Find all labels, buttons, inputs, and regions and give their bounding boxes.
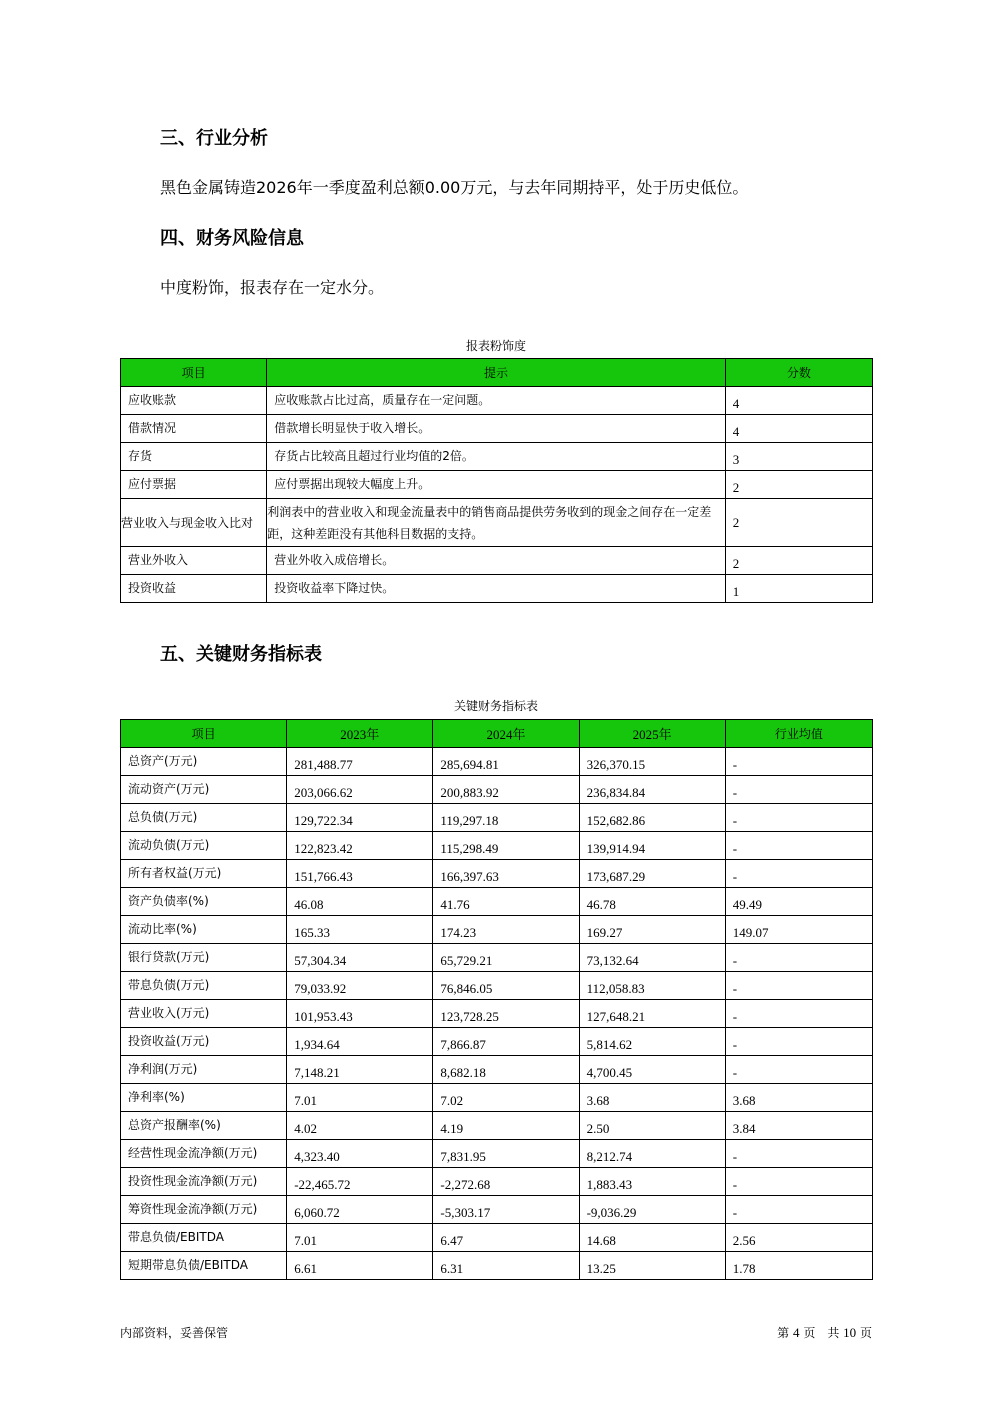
fin-2025: 169.27 [579,916,725,944]
fin-2023: 151,766.43 [287,860,433,888]
fin-2023: 6.61 [287,1252,433,1280]
risk-item: 存货 [121,443,267,471]
section-5-heading: 五、关键财务指标表 [160,644,322,665]
fin-item: 所有者权益(万元) [121,860,287,888]
header-industry-avg: 行业均值 [725,720,872,748]
fin-table-header-row [121,720,873,748]
fin-industry-avg: - [725,1196,872,1224]
risk-item: 应付票据 [121,471,267,499]
header-item: 项目 [121,359,267,387]
fin-2024: 166,397.63 [433,860,579,888]
fin-2024: 7,831.95 [433,1140,579,1168]
page-prefix: 第 [777,1326,790,1340]
fin-2024: 115,298.49 [433,832,579,860]
fin-2025: 46.78 [579,888,725,916]
fin-item: 流动比率(%) [121,916,287,944]
fin-2023: 129,722.34 [287,804,433,832]
risk-hint: 利润表中的营业收入和现金流量表中的销售商品提供劳务收到的现金之间存在一定差距，这种差距没有其他科目数据的支持。 [267,499,726,547]
risk-table [120,358,873,603]
risk-item: 投资收益 [121,575,267,603]
fin-industry-avg: - [725,1168,872,1196]
risk-hint: 借款增长明显快于收入增长。 [267,415,726,443]
fin-item: 投资性现金流净额(万元) [121,1168,287,1196]
risk-score: 2 [725,471,872,499]
fin-2024: 174.23 [433,916,579,944]
section-4-heading: 四、财务风险信息 [160,228,304,249]
risk-table-caption: 报表粉饰度 [465,339,526,353]
fin-2025: 4,700.45 [579,1056,725,1084]
fin-2024: 65,729.21 [433,944,579,972]
table-row [121,547,873,575]
page-mid: 页 共 [803,1326,840,1340]
fin-item: 筹资性现金流净额(万元) [121,1196,287,1224]
fin-2025: 127,648.21 [579,1000,725,1028]
fin-industry-avg: - [725,776,872,804]
table-row [121,1112,873,1140]
table-row [121,888,873,916]
fin-2023: 203,066.62 [287,776,433,804]
fin-industry-avg: 2.56 [725,1224,872,1252]
fin-2023: 7,148.21 [287,1056,433,1084]
fin-2024: 41.76 [433,888,579,916]
fin-table [120,719,873,1280]
fin-2025: 173,687.29 [579,860,725,888]
table-row [121,1168,873,1196]
table-row [121,1000,873,1028]
table-row [121,499,873,547]
fin-2023: 46.08 [287,888,433,916]
header-2024: 2024年 [433,720,579,748]
fin-industry-avg: - [725,748,872,776]
table-row [121,916,873,944]
fin-2023: 4,323.40 [287,1140,433,1168]
risk-hint: 应付票据出现较大幅度上升。 [267,471,726,499]
fin-2023: 6,060.72 [287,1196,433,1224]
fin-2023: -22,465.72 [287,1168,433,1196]
table-row [121,1084,873,1112]
table-row [121,443,873,471]
fin-2025: 3.68 [579,1084,725,1112]
table-row [121,804,873,832]
fin-item: 流动资产(万元) [121,776,287,804]
risk-score: 2 [725,499,872,547]
fin-2025: 5,814.62 [579,1028,725,1056]
risk-item: 营业收入与现金收入比对 [121,499,267,547]
fin-2025: 139,914.94 [579,832,725,860]
header-2023: 2023年 [287,720,433,748]
fin-2023: 57,304.34 [287,944,433,972]
page-total: 10 [843,1325,857,1340]
fin-2025: 152,682.86 [579,804,725,832]
fin-industry-avg: - [725,1000,872,1028]
fin-item: 投资收益(万元) [121,1028,287,1056]
table-row [121,972,873,1000]
fin-item: 总资产报酬率(%) [121,1112,287,1140]
fin-2025: 13.25 [579,1252,725,1280]
fin-industry-avg: - [725,832,872,860]
fin-2025: 73,132.64 [579,944,725,972]
fin-2025: -9,036.29 [579,1196,725,1224]
fin-2025: 14.68 [579,1224,725,1252]
risk-item: 应收账款 [121,387,267,415]
fin-industry-avg: - [725,1140,872,1168]
risk-hint: 存货占比较高且超过行业均值的2倍。 [267,443,726,471]
risk-table-body [121,387,873,603]
fin-item: 流动负债(万元) [121,832,287,860]
fin-item: 经营性现金流净额(万元) [121,1140,287,1168]
fin-item: 净利润(万元) [121,1056,287,1084]
table-row [121,860,873,888]
fin-2023: 122,823.42 [287,832,433,860]
table-row [121,1140,873,1168]
fin-item: 总负债(万元) [121,804,287,832]
fin-2024: 76,846.05 [433,972,579,1000]
fin-2024: 7.02 [433,1084,579,1112]
table-row [121,387,873,415]
table-row [121,776,873,804]
page-number [720,1325,872,1341]
risk-score: 2 [725,547,872,575]
table-row [121,1224,873,1252]
section-4-text: 中度粉饰，报表存在一定水分。 [160,278,385,297]
fin-2023: 101,953.43 [287,1000,433,1028]
fin-industry-avg: - [725,860,872,888]
risk-hint: 应收账款占比过高，质量存在一定问题。 [267,387,726,415]
header-hint: 提示 [267,359,726,387]
fin-item: 营业收入(万元) [121,1000,287,1028]
fin-2023: 281,488.77 [287,748,433,776]
fin-2024: 119,297.18 [433,804,579,832]
fin-2025: 1,883.43 [579,1168,725,1196]
fin-industry-avg: - [725,972,872,1000]
fin-2023: 7.01 [287,1084,433,1112]
fin-2025: 326,370.15 [579,748,725,776]
fin-industry-avg: - [725,1028,872,1056]
risk-score: 4 [725,387,872,415]
fin-2023: 7.01 [287,1224,433,1252]
table-row [121,1252,873,1280]
fin-item: 净利率(%) [121,1084,287,1112]
fin-2024: 7,866.87 [433,1028,579,1056]
risk-hint: 营业外收入成倍增长。 [267,547,726,575]
fin-2025: 2.50 [579,1112,725,1140]
fin-2024: 6.47 [433,1224,579,1252]
fin-2024: 4.19 [433,1112,579,1140]
fin-2023: 4.02 [287,1112,433,1140]
section-3-heading: 三、行业分析 [160,128,268,149]
fin-2024: 123,728.25 [433,1000,579,1028]
table-row [121,1056,873,1084]
fin-industry-avg: 3.68 [725,1084,872,1112]
table-row [121,748,873,776]
fin-item: 带息负债(万元) [121,972,287,1000]
fin-2023: 79,033.92 [287,972,433,1000]
table-row [121,832,873,860]
fin-industry-avg: 3.84 [725,1112,872,1140]
table-row [121,1028,873,1056]
fin-2025: 112,058.83 [579,972,725,1000]
fin-item: 资产负债率(%) [121,888,287,916]
table-row [121,471,873,499]
fin-2024: 285,694.81 [433,748,579,776]
footer-confidential: 内部资料，妥善保管 [120,1326,229,1340]
fin-2024: 6.31 [433,1252,579,1280]
fin-industry-avg: 49.49 [725,888,872,916]
fin-industry-avg: - [725,804,872,832]
fin-2024: -5,303.17 [433,1196,579,1224]
page-current: 4 [792,1325,800,1340]
table-row [121,415,873,443]
fin-industry-avg: 1.78 [725,1252,872,1280]
header-item: 项目 [121,720,287,748]
fin-2023: 165.33 [287,916,433,944]
fin-table-body [121,748,873,1280]
fin-item: 总资产(万元) [121,748,287,776]
table-row [121,944,873,972]
risk-score: 3 [725,443,872,471]
fin-industry-avg: - [725,944,872,972]
risk-item: 借款情况 [121,415,267,443]
section-3-text: 黑色金属铸造2026年一季度盈利总额0.00万元，与去年同期持平，处于历史低位。 [160,178,749,197]
risk-hint: 投资收益率下降过快。 [267,575,726,603]
fin-item: 短期带息负债/EBITDA [121,1252,287,1280]
table-row [121,1196,873,1224]
risk-score: 1 [725,575,872,603]
fin-table-caption: 关键财务指标表 [453,699,538,713]
fin-item: 带息负债/EBITDA [121,1224,287,1252]
fin-2025: 236,834.84 [579,776,725,804]
table-row [121,575,873,603]
fin-2025: 8,212.74 [579,1140,725,1168]
page-suffix: 页 [859,1326,872,1340]
fin-2024: 200,883.92 [433,776,579,804]
fin-2024: -2,272.68 [433,1168,579,1196]
header-2025: 2025年 [579,720,725,748]
risk-table-header-row [121,359,873,387]
fin-item: 银行贷款(万元) [121,944,287,972]
fin-industry-avg: - [725,1056,872,1084]
fin-industry-avg: 149.07 [725,916,872,944]
risk-score: 4 [725,415,872,443]
risk-item: 营业外收入 [121,547,267,575]
header-score: 分数 [725,359,872,387]
fin-2023: 1,934.64 [287,1028,433,1056]
fin-2024: 8,682.18 [433,1056,579,1084]
